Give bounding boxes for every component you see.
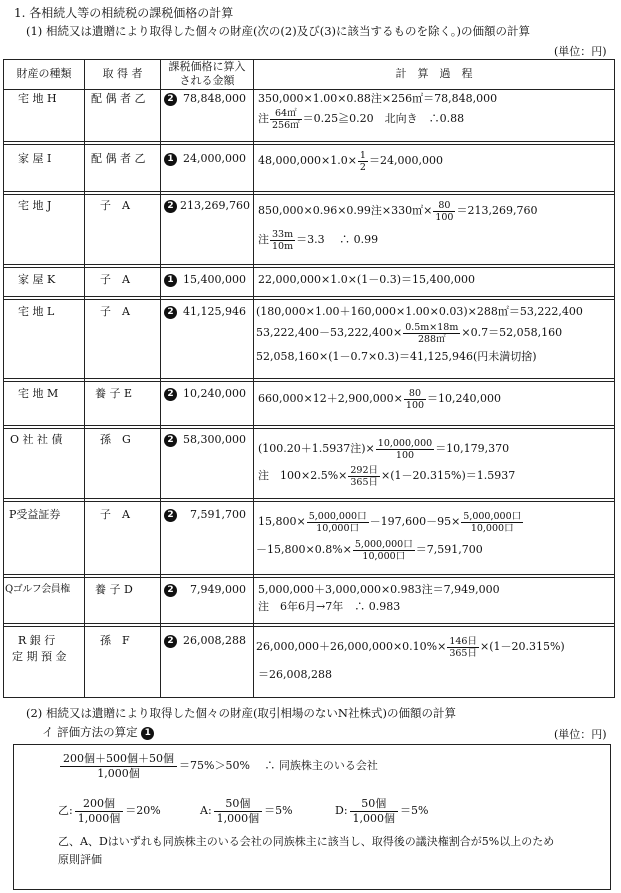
row-acquirer: 孫 F [100, 634, 130, 647]
calc-line: 22,000,000×1.0×(1－0.3)＝15,400,000 [258, 273, 475, 286]
calc-line: 52,058,160×(1－0.7×0.3)＝41,125,946(円未満切捨) [256, 350, 537, 363]
marker-2-icon: 2 [164, 305, 177, 319]
row-acquirer: 子 A [100, 305, 130, 318]
ratio-formula: 200個＋500個＋50個 1,000個 ＝75%＞50% ∴ 同族株主のいる会社 [58, 751, 378, 781]
marker-2-icon: 2 [164, 92, 177, 106]
row-kind: P受益証券 [9, 508, 61, 521]
row-amount: 7,591,700 [190, 508, 246, 521]
row-kind-line2: 定 期 預 金 [12, 650, 67, 663]
marker-2-icon: 2 [164, 634, 177, 648]
header-acquirer: 取 得 者 [102, 67, 143, 80]
marker-1-icon: 1 [164, 273, 177, 287]
row-acquirer: 子 A [100, 199, 130, 212]
row-kind: 家 屋 K [18, 273, 56, 286]
header-value-line1: 課税価格に算入 [168, 60, 246, 73]
row-kind-line1: R 銀 行 [18, 634, 56, 647]
conclusion-line-1: 乙、A、Dはいずれも同族株主のいる会社の同族株主に該当し、取得後の議決権割合が5%以上のため [58, 835, 555, 848]
row-amount: 213,269,760 [180, 199, 250, 212]
row-kind: 宅 地 L [18, 305, 55, 318]
row-acquirer: 配 偶 者 乙 [91, 92, 146, 105]
conclusion-line-2: 原則評価 [58, 853, 102, 866]
calc-line: (180,000×1.00＋160,000×1.00×0.03)×288㎡＝53,222,400 [256, 305, 583, 318]
marker-2-icon: 2 [164, 199, 177, 213]
marker-2-icon: 2 [164, 387, 177, 401]
marker-1-icon: 1 [164, 152, 177, 166]
section-2-sub: イ 評価方法の算定 1 [42, 724, 154, 740]
calc-line: 53,222,400－53,222,400× $\frac{0.5m\times 18m}{288㎡}$ ×0.7＝52,058,160 [256, 321, 563, 345]
calc-line: －15,800×0.8%× $\frac{\text{5,000,000口}}{\text{10,000口}}$ ＝7,591,700 [256, 538, 483, 562]
calc-line: ＝26,008,288 [258, 668, 332, 681]
row-acquirer: 養 子 E [95, 387, 133, 400]
calc-line: (100.20＋1.5937注)× $\frac{10,000,000}{100}$ ＝10,179,370 [258, 437, 510, 461]
calc-note: 注 6年6月→7年 ∴ 0.983 [258, 600, 401, 613]
row-kind: 宅 地 H [18, 92, 57, 105]
row-acquirer: 配 偶 者 乙 [91, 152, 146, 165]
calc-line: 48,000,000×1.0× $\frac{1}{2}$ ＝24,000,000 [258, 149, 443, 173]
marker-2-icon: 2 [164, 433, 177, 447]
row-kind: 宅 地 M [18, 387, 59, 400]
header-calculation: 計 算 過 程 [395, 67, 473, 80]
calc-line: 15,800× $\frac{\text{5,000,000口}}{\text{10,000口}}$ －197,600－95× $\frac{\text{5,000,000口}}{\text{10,000口}}$ [258, 510, 522, 534]
marker-2-icon: 2 [164, 508, 177, 522]
page-title: 1. 各相続人等の相続税の課税価格の計算 [14, 6, 234, 20]
calc-note: 注 $\frac{64㎡}{256㎡}$ ＝0.25≧0.20 北向き ∴0.88 [258, 107, 465, 131]
ratio-a: A: 50個 1,000個 ＝5% [200, 796, 293, 825]
section-1-heading: (1) 相続又は遺贈により取得した個々の財産(次の(2)及び(3)に該当するものを除く。)の価額の計算 [26, 24, 531, 38]
calc-line: 26,000,000＋26,000,000×0.10%× $\frac{\text{146日}}{\text{365日}}$ ×(1－20.315%) [256, 635, 565, 659]
row-amount: 15,400,000 [183, 273, 246, 286]
header-kind: 財産の種類 [16, 67, 72, 80]
row-amount: 41,125,946 [183, 305, 246, 318]
row-kind: Qゴルフ会員権 [5, 584, 70, 595]
row-kind: 宅 地 J [18, 199, 52, 212]
row-kind: O 社 社 債 [10, 433, 63, 446]
row-acquirer: 子 A [100, 508, 130, 521]
marker-1-icon: 1 [141, 727, 154, 740]
row-amount: 26,008,288 [183, 634, 246, 647]
row-amount: 58,300,000 [183, 433, 246, 446]
calc-note: 注 100×2.5%× $\frac{\text{292日}}{\text{365日}}$ ×(1－20.315%)＝1.5937 [258, 464, 516, 488]
calc-line: 660,000×12＋2,900,000× $\frac{80}{100}$ ＝10,240,000 [258, 387, 502, 411]
calc-line: 5,000,000＋3,000,000×0.983注＝7,949,000 [258, 583, 500, 596]
row-amount: 24,000,000 [183, 152, 246, 165]
row-acquirer: 子 A [100, 273, 130, 286]
row-acquirer: 養 子 D [95, 583, 133, 596]
marker-2-icon: 2 [164, 583, 177, 597]
ratio-d: D: 50個 1,000個 ＝5% [335, 796, 429, 825]
unit-label: (単位：円) [554, 45, 607, 58]
ratio-otsu: 乙: 200個 1,000個 ＝20% [58, 796, 161, 825]
calc-line: 850,000×0.96×0.99注×330㎡× $\frac{80}{100}$ ＝213,269,760 [258, 199, 538, 223]
row-amount: 10,240,000 [183, 387, 246, 400]
evaluation-box [13, 744, 611, 890]
header-value-line2: される金額 [179, 74, 235, 87]
calc-note: 注 $\frac{33m}{10m}$ ＝3.3 ∴ 0.99 [258, 228, 379, 252]
row-amount: 7,949,000 [190, 583, 246, 596]
section-2-heading: (2) 相続又は遺贈により取得した個々の財産(取引相場のないN社株式)の価額の計算 [26, 706, 456, 720]
row-kind: 家 屋 I [18, 152, 52, 165]
calc-line: 350,000×1.00×0.88注×256㎡＝78,848,000 [258, 92, 498, 105]
row-acquirer: 孫 G [100, 433, 131, 446]
unit-label-2: (単位：円) [554, 728, 607, 741]
row-amount: 78,848,000 [183, 92, 246, 105]
